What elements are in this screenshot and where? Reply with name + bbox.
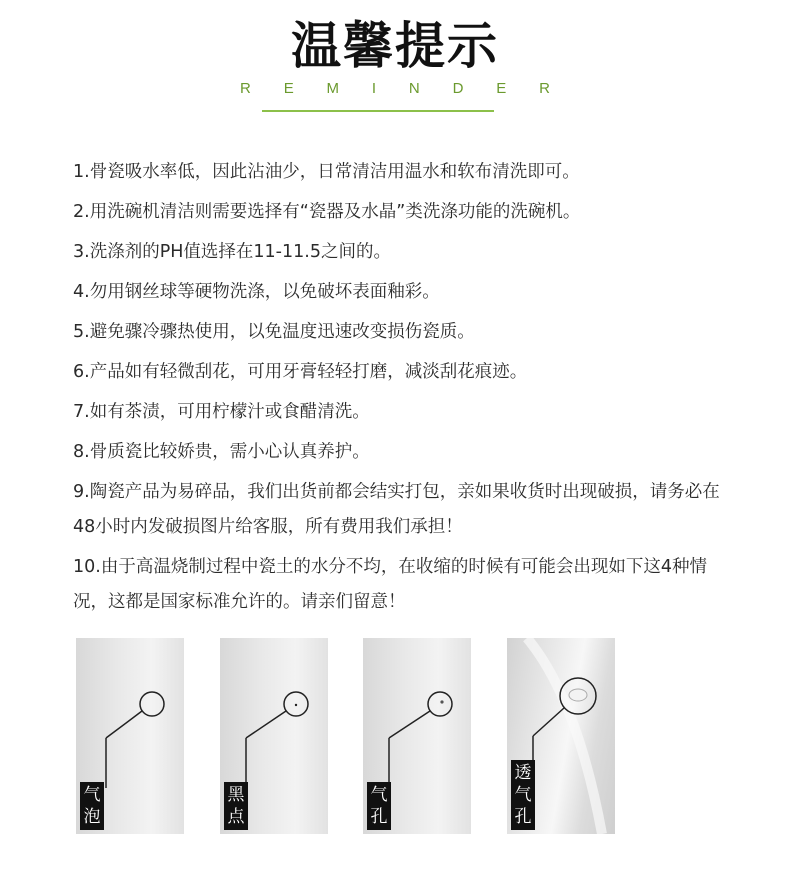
- defect-label-char: 气: [370, 785, 388, 805]
- defect-label-char: 透: [514, 763, 532, 783]
- note-item-1: 1.骨瓷吸水率低，因此沾油少，日常清洁用温水和软布清洗即可。: [73, 162, 580, 182]
- note-item-6: 6.产品如有轻微刮花，可用牙膏轻轻打磨，减淡刮花痕迹。: [73, 362, 528, 382]
- defect-label: [80, 782, 104, 830]
- note-item-7: 7.如有茶渍，可用柠檬汁或食醋清洗。: [73, 402, 370, 422]
- note-item-2: 2.用洗碗机清洁则需要选择有“瓷器及水晶”类洗涤功能的洗碗机。: [73, 202, 581, 222]
- defect-label-char: 点: [227, 807, 245, 827]
- defect-label: [511, 760, 535, 830]
- subtitle-letter: D: [452, 80, 464, 97]
- defect-photo-black-spot: [220, 638, 328, 834]
- subtitle-letter: R: [240, 80, 251, 97]
- defect-label: [224, 782, 248, 830]
- subtitle-letter: R: [539, 80, 550, 97]
- defect-photo-translucent-pore: [507, 638, 615, 834]
- subtitle-letter: E: [283, 80, 294, 97]
- note-item-3: 3.洗涤剂的PH值选择在11-11.5之间的。: [73, 242, 391, 262]
- subtitle-letter: N: [408, 80, 420, 97]
- note-item-8: 8.骨质瓷比较娇贵，需小心认真养护。: [73, 442, 370, 462]
- subtitle-reminder: [230, 80, 560, 97]
- note-item-9: 9.陶瓷产品为易碎品，我们出货前都会结实打包，亲如果收货时出现破损，请务必在48小时内发破损图片给客服，所有费用我们承担！: [73, 482, 720, 537]
- note-item-10: 10.由于高温烧制过程中瓷土的水分不均，在收缩的时候有可能会出现如下这4种情况，这都是国家标准允许的。请亲们留意！: [73, 557, 707, 612]
- note-item-5: 5.避免骤冷骤热使用，以免温度迅速改变损伤瓷质。: [73, 322, 475, 342]
- defect-label-char: 黑: [227, 785, 245, 805]
- defect-label-char: 孔: [370, 807, 388, 827]
- note-item-4: 4.勿用钢丝球等硬物洗涤，以免破坏表面釉彩。: [73, 282, 440, 302]
- defect-label-char: 孔: [514, 807, 532, 827]
- defect-photo-pinhole: [363, 638, 471, 834]
- title-underline: [262, 110, 494, 112]
- defect-label: [367, 782, 391, 830]
- page-title: 温馨提示: [291, 17, 499, 75]
- care-notes-list: [73, 155, 753, 625]
- subtitle-letter: I: [371, 80, 377, 97]
- defect-photo-bubble: [76, 638, 184, 834]
- subtitle-letter: M: [326, 80, 340, 97]
- defect-label-char: 气: [83, 785, 101, 805]
- subtitle-letter: E: [496, 80, 507, 97]
- defect-label-char: 泡: [83, 807, 101, 827]
- defect-label-char: 气: [514, 785, 532, 805]
